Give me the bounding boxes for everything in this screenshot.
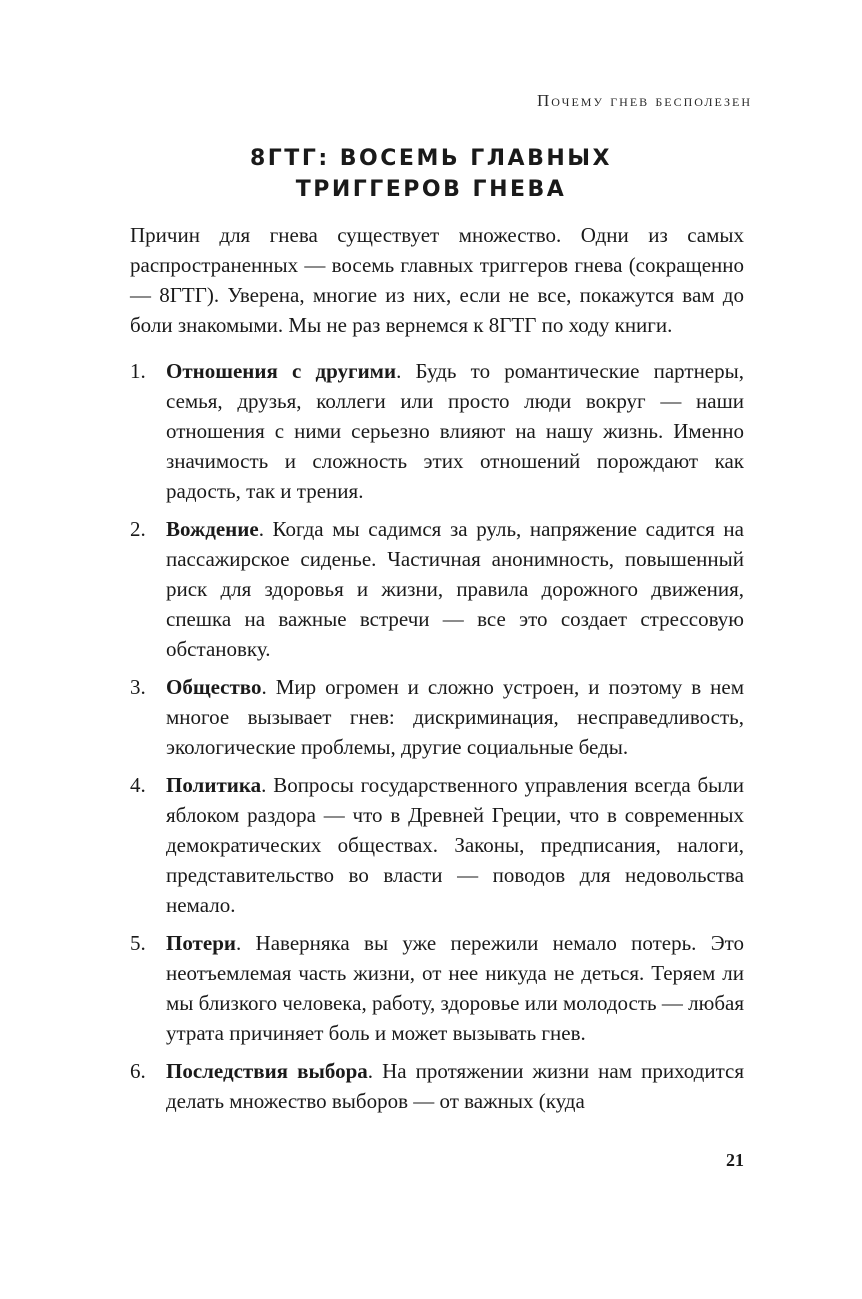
intro-paragraph: Причин для гнева существует множество. Одни из самых распространенных — восемь главных триггеров гнева (сокращенно — 8ГТГ). Уверена, многие из них, если не все, покажутся вам до боли знакомыми. Мы не раз вернемся к 8ГТГ по ходу книги. — [130, 223, 744, 337]
list-item-text: . Вопросы государственного управления всегда были яблоком раздора — что в Древней Греции, что в современных демократических обществах. Законы, предписания, налоги, представительство во власти — поводов для недовольства немало. — [166, 773, 744, 917]
list-item-number: 5. — [130, 931, 146, 955]
list-item-text: . Когда мы садимся за руль, напряжение садится на пассажирское сиденье. Частичная анонимность, повышенный риск для здоровья и жизни, правила дорожного движения, спешка на важные встречи — все это создает стрессовую обстановку. — [166, 517, 744, 661]
running-head: Почему гнев бесполезен — [537, 91, 752, 110]
list-item-title: Потери — [166, 931, 236, 955]
list-item-number: 3. — [130, 675, 146, 699]
list-item-text: . Наверняка вы уже пережили немало потерь. Это неотъемлемая часть жизни, от нее никуда не деться. Теряем ли мы близкого человека, работу, здоровье или молодость — любая утрата причиняет боль и может вызывать гнев. — [166, 931, 744, 1045]
list-item-title: Общество — [166, 675, 262, 699]
list-item — [130, 672, 744, 762]
page-number: 21 — [726, 1150, 744, 1170]
list-item-number: 2. — [130, 517, 146, 541]
triggers-list — [130, 356, 744, 1116]
list-item — [130, 1056, 744, 1116]
list-item-title: Вождение — [166, 517, 259, 541]
list-item-text: . Мир огромен и сложно устроен, и поэтому в нем многое вызывает гнев: дискриминация, несправедливость, экологические проблемы, другие социальные беды. — [166, 675, 744, 759]
list-item — [130, 770, 744, 920]
chapter-title — [0, 143, 862, 205]
list-item — [130, 928, 744, 1048]
list-item-number: 4. — [130, 773, 146, 797]
list-item-title: Политика — [166, 773, 262, 797]
list-item-number: 1. — [130, 359, 146, 383]
chapter-title-line-1: 8ГТГ: ВОСЕМЬ ГЛАВНЫХ — [249, 146, 613, 171]
list-item — [130, 514, 744, 664]
list-item-text: . На протяжении жизни нам приходится делать множество выборов — от важных (куда — [166, 1059, 744, 1113]
list-item-number: 6. — [130, 1059, 146, 1083]
list-item-text: . Будь то романтические партнеры, семья, друзья, коллеги или просто люди вокруг — наши отношения с ними серьезно влияют на нашу жизнь. Именно значимость и сложность этих отношений порождают как радость, так и трения. — [166, 359, 744, 503]
list-item-title: Отношения с другими — [166, 359, 397, 383]
chapter-title-line-2: ТРИГГЕРОВ ГНЕВА — [295, 177, 567, 202]
list-item — [130, 356, 744, 506]
list-item-title: Последствия выбора — [166, 1059, 368, 1083]
page-body — [130, 220, 744, 1124]
